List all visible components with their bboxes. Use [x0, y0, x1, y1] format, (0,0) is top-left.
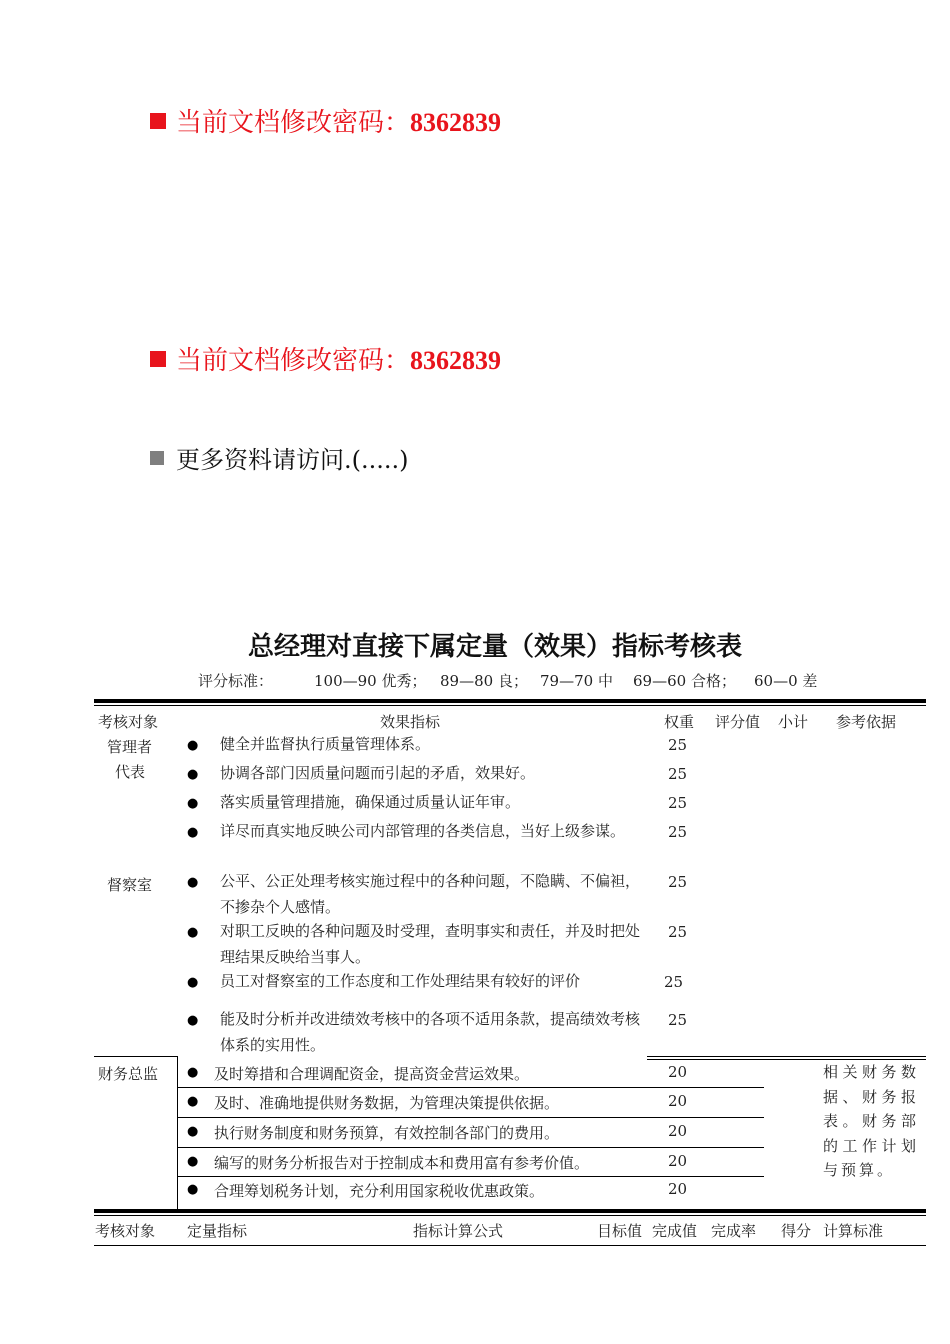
header-indicator: 效果指标 — [380, 713, 441, 731]
finance-indicator-text: 执行财务制度和财务预算，有效控制各部门的费用。 — [214, 1124, 560, 1142]
indicator-text: 公平、公正处理考核实施过程中的各种问题，不隐瞒、不偏袒，不掺杂个人感情。 — [220, 872, 641, 916]
red-square-bullet-icon — [150, 351, 166, 367]
bullet-icon: ● — [187, 975, 199, 990]
page-title: 总经理对直接下属定量（效果）指标考核表 — [247, 632, 742, 662]
password-notice-2: 当前文档修改密码：8362839 — [150, 340, 501, 377]
indicator-text: 健全并监督执行质量管理体系。 — [220, 735, 431, 753]
indicator-text: 落实质量管理措施，确保通过质量认证年审。 — [220, 793, 521, 811]
row-divider — [177, 1087, 764, 1088]
bullet-icon: ● — [187, 1065, 199, 1080]
table-top-rule — [94, 699, 926, 703]
finance-indicator-weight: 20 — [668, 1152, 688, 1170]
finance-indicator-weight: 20 — [668, 1092, 688, 1110]
finance-indicator-weight: 20 — [668, 1063, 688, 1081]
finance-indicator-text: 编写的财务分析报告对于控制成本和费用富有参考价值。 — [214, 1154, 590, 1172]
group-mgmt-rep-line1: 管理者 — [107, 738, 153, 756]
password-notice-1: 当前文档修改密码：8362839 — [150, 102, 501, 139]
bottom-header-indicator: 定量指标 — [187, 1222, 248, 1240]
bottom-header-target: 目标值 — [597, 1222, 643, 1240]
scale-pass: 69—60 合格； — [633, 672, 736, 690]
bullet-icon: ● — [187, 767, 199, 782]
header-subtotal: 小计 — [778, 713, 809, 731]
bullet-icon: ● — [187, 825, 199, 840]
indicator-weight: 25 — [668, 823, 688, 841]
indicator-weight: 25 — [668, 794, 688, 812]
indicator-text: 详尽而真实地反映公司内部管理的各类信息，当好上级参谋。 — [220, 822, 626, 840]
finance-indicator-weight: 20 — [668, 1122, 688, 1140]
scale-label: 评分标准： — [198, 672, 274, 690]
red-square-bullet-icon — [150, 113, 166, 129]
table-top-rule-thin — [94, 705, 926, 706]
header-weight: 权重 — [664, 713, 695, 731]
finance-indicator-text: 及时筹措和合理调配资金，提高资金营运效果。 — [214, 1065, 530, 1083]
bullet-icon: ● — [187, 1124, 199, 1139]
bullet-icon: ● — [187, 925, 199, 940]
bullet-icon: ● — [187, 875, 199, 890]
finance-indicator-text: 及时、准确地提供财务数据，为管理决策提供依据。 — [214, 1094, 560, 1112]
scale-excellent: 100—90 优秀； — [314, 672, 427, 690]
scale-good: 89—80 良； — [440, 672, 528, 690]
indicator-text: 员工对督察室的工作态度和工作处理结果有较好的评价 — [220, 972, 581, 990]
scale-medium: 79—70 中 — [540, 672, 613, 690]
finance-indicator-weight: 20 — [668, 1180, 688, 1198]
bottom-section-rule — [94, 1209, 926, 1213]
bullet-icon: ● — [187, 1013, 199, 1028]
indicator-weight: 25 — [664, 973, 684, 991]
bottom-header-rate: 完成率 — [711, 1222, 757, 1240]
bullet-icon: ● — [187, 796, 199, 811]
indicator-weight: 25 — [668, 873, 688, 891]
finance-top-rule-right — [647, 1056, 926, 1057]
bullet-icon: ● — [187, 1182, 199, 1197]
bullet-icon: ● — [187, 1094, 199, 1109]
bottom-header-score: 得分 — [781, 1222, 812, 1240]
finance-top-rule-left — [94, 1056, 177, 1057]
bottom-section-rule-thin — [94, 1215, 926, 1216]
row-divider — [177, 1117, 764, 1118]
bottom-header-rule — [94, 1245, 926, 1246]
bottom-header-formula: 指标计算公式 — [413, 1222, 504, 1240]
bullet-icon: ● — [187, 738, 199, 753]
indicator-weight: 25 — [668, 1011, 688, 1029]
indicator-weight: 25 — [668, 765, 688, 783]
group-supervision: 督察室 — [107, 876, 153, 894]
bottom-header-actual: 完成值 — [652, 1222, 698, 1240]
indicator-text: 能及时分析并改进绩效考核中的各项不适用条款，提高绩效考核体系的实用性。 — [220, 1010, 641, 1054]
header-score: 评分值 — [715, 713, 761, 731]
indicator-weight: 25 — [668, 923, 688, 941]
group-finance: 财务总监 — [98, 1065, 159, 1083]
more-info-link[interactable]: 更多资料请访问.(.....) — [150, 440, 409, 475]
group-mgmt-rep-line2: 代表 — [115, 763, 146, 781]
indicator-weight: 25 — [668, 736, 688, 754]
bullet-icon: ● — [187, 1154, 199, 1169]
row-divider — [177, 1176, 764, 1177]
finance-basis: 相关财务数据、财务报表。财务部的工作计划与预算。 — [823, 1063, 919, 1179]
gray-square-bullet-icon — [150, 451, 164, 465]
bottom-header-standard: 计算标准 — [823, 1222, 884, 1240]
scale-poor: 60—0 差 — [754, 672, 818, 690]
finance-divider — [177, 1056, 178, 1210]
indicator-text: 对职工反映的各种问题及时受理，查明事实和责任，并及时把处理结果反映给当事人。 — [220, 922, 641, 966]
finance-indicator-text: 合理筹划税务计划，充分利用国家税收优惠政策。 — [214, 1182, 545, 1200]
bottom-header-subject: 考核对象 — [95, 1222, 156, 1240]
header-subject: 考核对象 — [98, 713, 159, 731]
indicator-text: 协调各部门因质量问题而引起的矛盾，效果好。 — [220, 764, 536, 782]
row-divider — [177, 1147, 764, 1148]
header-basis: 参考依据 — [836, 713, 897, 731]
